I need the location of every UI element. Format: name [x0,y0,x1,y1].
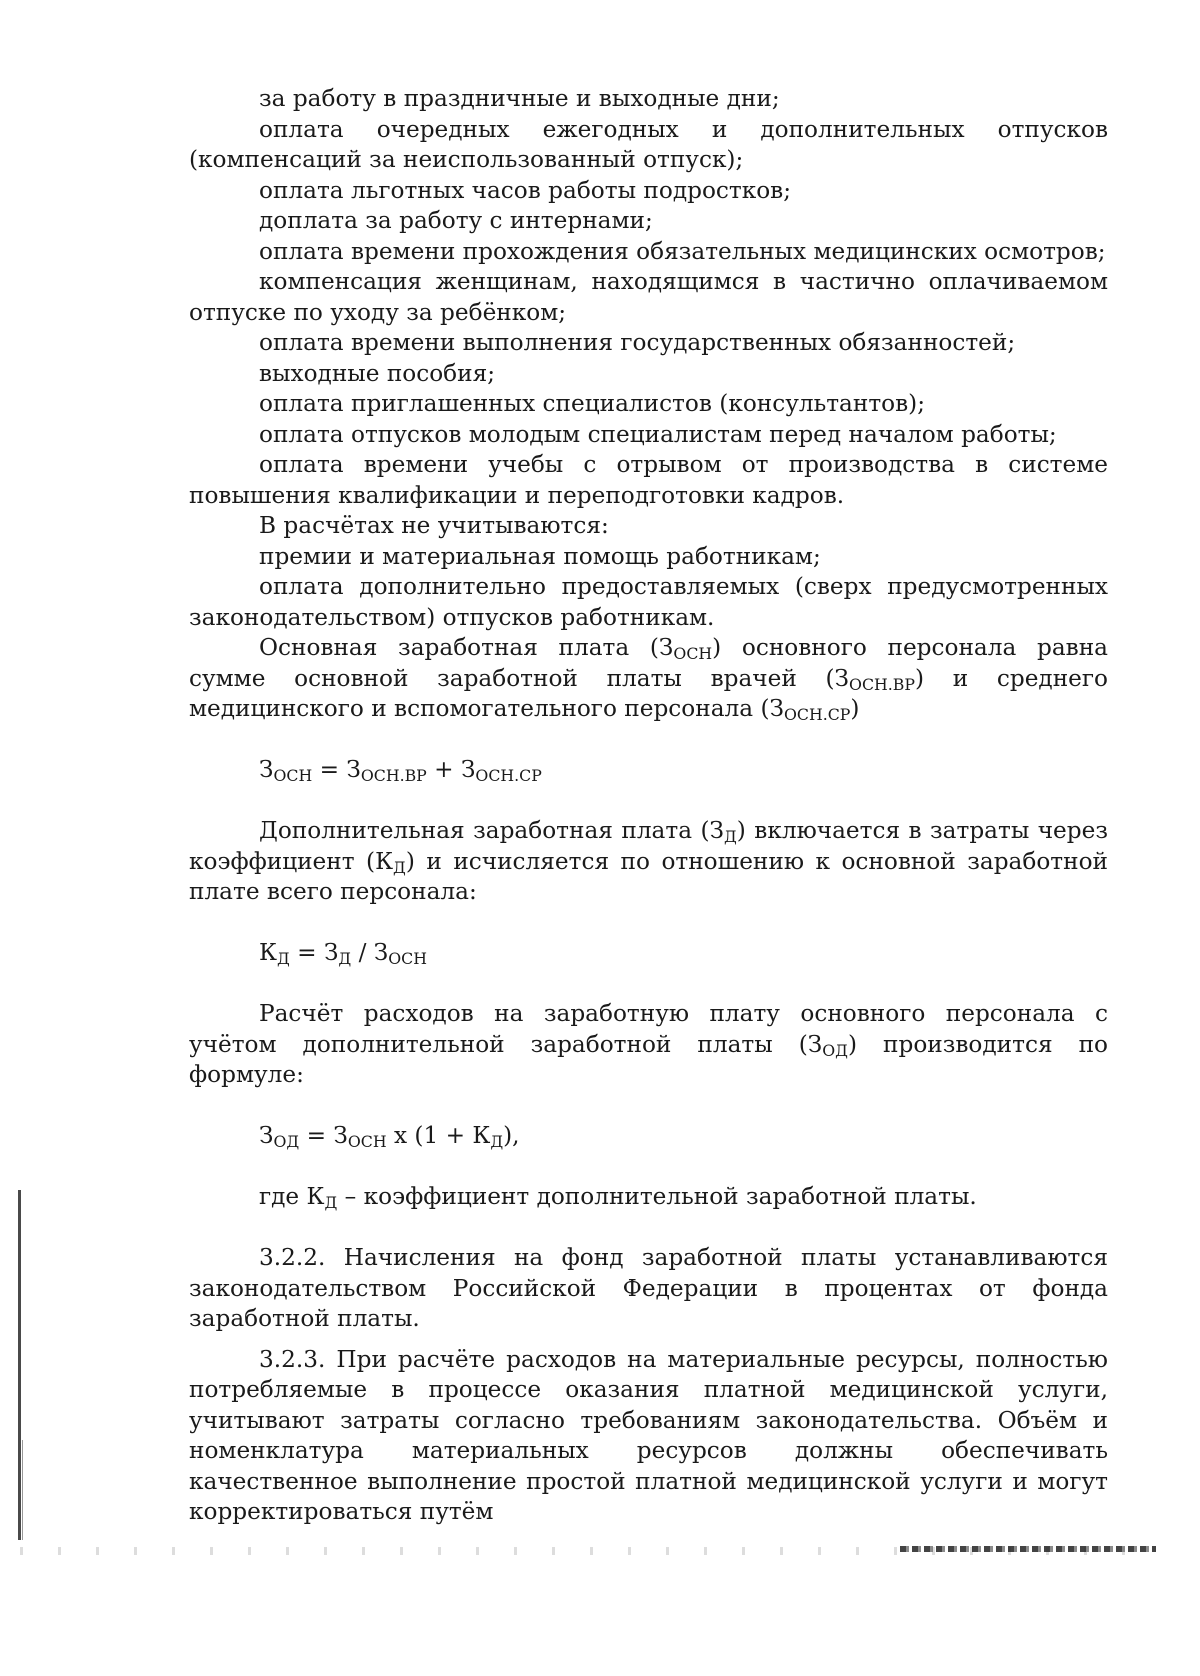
where-paragraph: где $К_Д$ – коэффициент дополнительной заработной платы. [259,1183,977,1212]
list-item: компенсация женщинам, находящимся в частично оплачиваемом [259,268,1108,295]
list-item: оплата очередных ежегодных и дополнительных отпусков [259,115,1108,143]
document-body [189,84,1108,1528]
not-counted-heading: В расчётах не учитываются: [259,512,609,539]
list-item: оплата времени учебы с отрывом от производства в системе [259,451,1108,478]
list-item-continuation: (компенсаций за неиспользованный отпуск); [189,146,744,173]
additional-salary-paragraph: Дополнительная заработная плата $(З_Д)$ включается в затраты через коэффициент $(К_Д)$ и исчисляется по отношению к основной заработной плате всего персонала: [189,817,1108,905]
scan-edge-line [18,1190,21,1540]
list-item-continuation: отпуске по уходу за ребёнком; [189,298,567,326]
list-item-continuation: повышения квалификации и переподготовки кадров. [189,481,845,509]
formula-basic-salary: $З_{ОСН} = З_{ОСН.ВР} + З_{ОСН.СР}$ [259,756,542,785]
list-item: выходные пособия; [259,359,496,387]
list-item: оплата времени выполнения государственных обязанностей; [259,329,1016,356]
list-item: оплата льготных часов работы подростков; [259,176,792,204]
section-3-2-3: 3.2.3. При расчёте расходов на материальные ресурсы, полностью потребляемые в процессе оказания платной медицинской услуги, учитывают затраты согласно требованиям законодательства. Объём и номенклатура материальных ресурсов должны обеспечивать качественное выполнение простой платной медицинской услуги и могут корректироваться путём [189,1345,1108,1525]
list-item: оплата отпусков молодым специалистам перед началом работы; [259,420,1057,448]
not-counted-item-continuation: законодательством) отпусков работникам. [189,603,715,631]
formula-total-salary: $З_{ОД} = З_{ОСН}$ х $(1 + К_Д)$, [259,1122,520,1151]
section-3-2-2: 3.2.2. Начисления на фонд заработной платы устанавливаются законодательством Российской Федерации в процентах от фонда заработной платы. [189,1244,1108,1332]
list-item: доплата за работу с интернами; [259,207,653,234]
formula-coefficient: $К_Д = З_Д / З_{ОСН}$ [259,939,427,968]
not-counted-item: премии и материальная помощь работникам; [259,542,821,570]
list-item: за работу в праздничные и выходные дни; [259,85,780,112]
list-item: оплата приглашенных специалистов (консультантов); [259,390,926,417]
list-item: оплата времени прохождения обязательных медицинских осмотров; [259,237,1106,265]
calc-paragraph: Расчёт расходов на заработную плату основного персонала с учётом дополнительной заработной платы $(З_{ОД})$ производится по формуле: [189,1000,1108,1088]
scan-edge-line [22,1440,23,1540]
basic-salary-paragraph: Основная заработная плата $(З_{ОСН})$ основного персонала равна сумме основной заработной платы врачей $(З_{ОСН.ВР})$ и среднего медицинского и вспомогательного персонала $(З_{ОСН.СР})$ [189,634,1108,724]
scan-artifact-bottom-right [900,1546,1156,1552]
not-counted-item: оплата дополнительно предоставляемых (сверх предусмотренных [259,573,1108,600]
